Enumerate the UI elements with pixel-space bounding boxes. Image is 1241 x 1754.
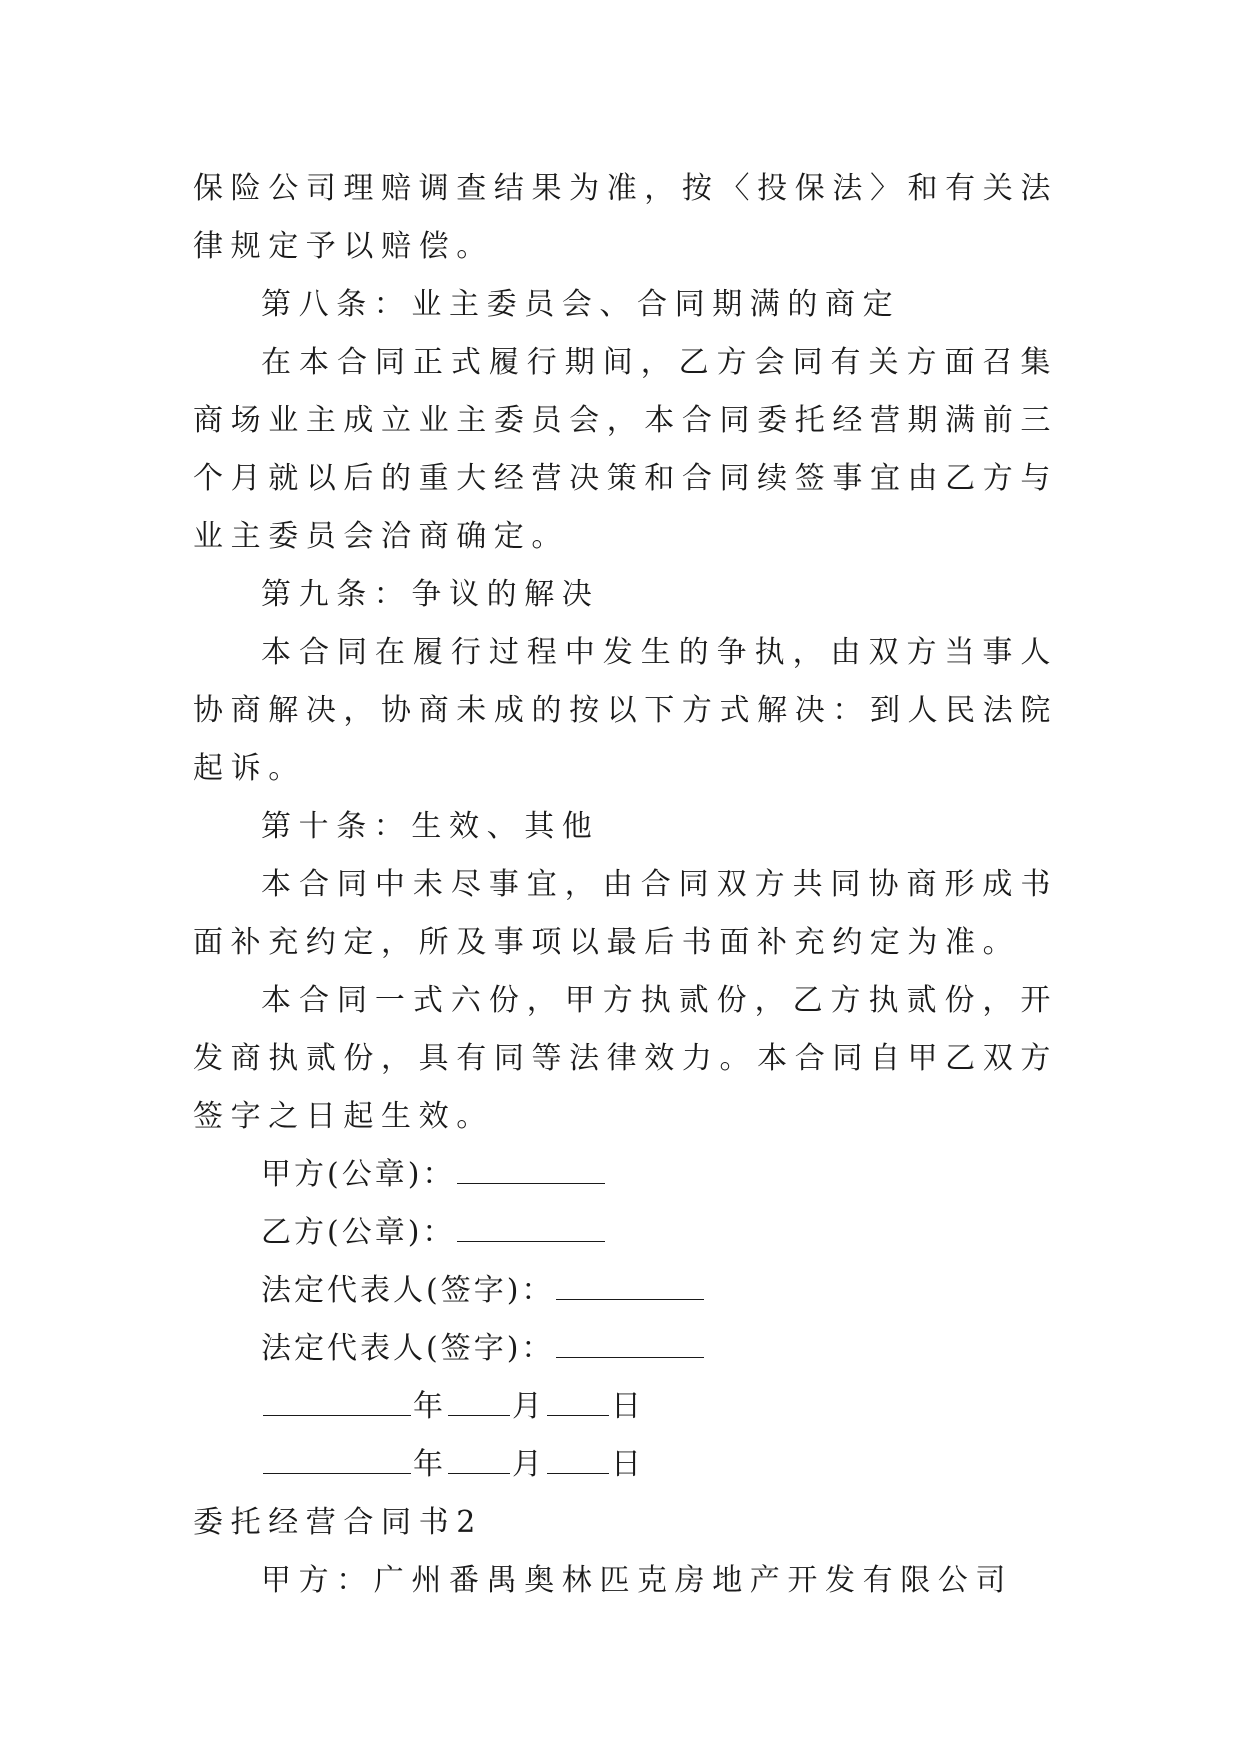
article-8-body: 在本合同正式履行期间，乙方会同有关方面召集商场业主成立业主委员会，本合同委托经营期满前三个月就以后的重大经营决策和合同续签事宜由乙方与业主委员会洽商确定。	[193, 345, 1058, 554]
date-a-day-label: 日	[611, 1389, 644, 1424]
party-b-seal-blank[interactable]	[457, 1223, 605, 1242]
rep-a-signature-line	[193, 1262, 1058, 1320]
rep-a-signature-label: 法定代表人(签字)：	[261, 1273, 555, 1308]
date-b-month-blank[interactable]	[448, 1455, 510, 1474]
article-9-heading: 第九条：争议的解决	[261, 577, 600, 612]
party-a-seal-blank[interactable]	[457, 1165, 605, 1184]
date-a-year-blank[interactable]	[263, 1397, 411, 1416]
copies-clause: 本合同一式六份，甲方执贰份，乙方执贰份，开发商执贰份，具有同等法律效力。本合同自甲乙双方签字之日起生效。	[193, 983, 1058, 1134]
date-b-day-blank[interactable]	[547, 1455, 609, 1474]
date-line-a	[193, 1378, 1058, 1436]
rep-b-signature-line	[193, 1320, 1058, 1378]
date-b-year-label: 年	[413, 1447, 446, 1482]
rep-b-signature-blank[interactable]	[556, 1339, 704, 1358]
date-a-year-label: 年	[413, 1389, 446, 1424]
date-a-day-blank[interactable]	[547, 1397, 609, 1416]
date-b-year-blank[interactable]	[263, 1455, 411, 1474]
paragraph-insurance-compensation: 保险公司理赔调查结果为准，按〈投保法〉和有关法律规定予以赔偿。	[193, 171, 1058, 264]
date-a-month-label: 月	[512, 1389, 545, 1424]
article-10-heading: 第十条：生效、其他	[261, 809, 600, 844]
party-a-seal-label: 甲方(公章)：	[261, 1157, 456, 1192]
party-a-seal-line	[193, 1146, 1058, 1204]
date-b-day-label: 日	[611, 1447, 644, 1482]
document-body	[193, 160, 1058, 1610]
date-line-b	[193, 1436, 1058, 1494]
date-b-month-label: 月	[512, 1447, 545, 1482]
rep-b-signature-label: 法定代表人(签字)：	[261, 1331, 555, 1366]
next-contract-party-a: 甲方：广州番禺奥林匹克房地产开发有限公司	[261, 1563, 1013, 1598]
party-b-seal-line	[193, 1204, 1058, 1262]
rep-a-signature-blank[interactable]	[556, 1281, 704, 1300]
next-contract-title: 委托经营合同书2	[193, 1505, 483, 1540]
article-9-body: 本合同在履行过程中发生的争执，由双方当事人协商解决，协商未成的按以下方式解决：到人民法院起诉。	[193, 635, 1058, 786]
article-8-heading: 第八条：业主委员会、合同期满的商定	[261, 287, 901, 322]
date-a-month-blank[interactable]	[448, 1397, 510, 1416]
party-b-seal-label: 乙方(公章)：	[261, 1215, 456, 1250]
article-10-body: 本合同中未尽事宜，由合同双方共同协商形成书面补充约定，所及事项以最后书面补充约定为准。	[193, 867, 1058, 960]
